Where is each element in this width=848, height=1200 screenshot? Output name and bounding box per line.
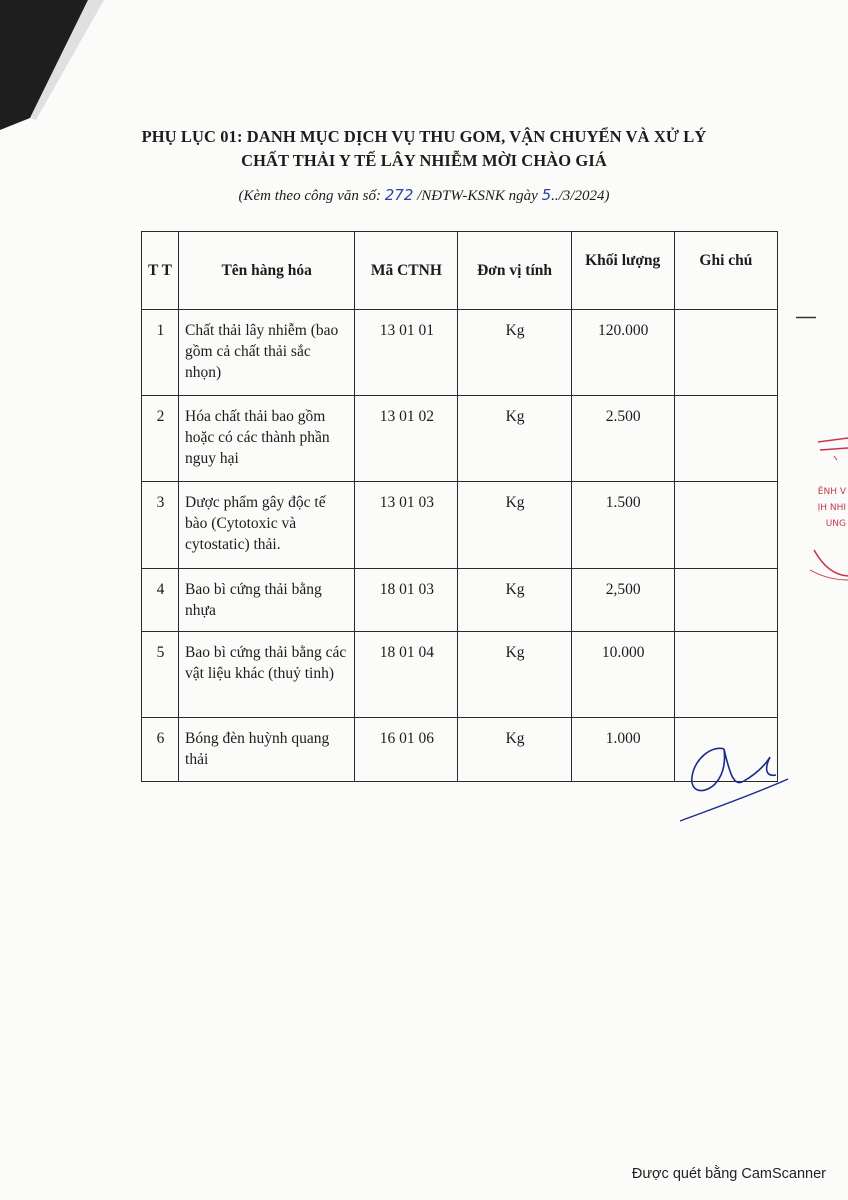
subtitle-suffix: ../3/2024) bbox=[551, 188, 610, 204]
subtitle-prefix: (Kèm theo công văn số: bbox=[238, 188, 385, 204]
cell-unit: Kg bbox=[458, 718, 571, 782]
cell-qty: 1.000 bbox=[571, 718, 674, 782]
table-row bbox=[142, 482, 778, 569]
cell-code: 18 01 03 bbox=[355, 569, 458, 632]
stamp-fragment-1: ÊNH V bbox=[817, 487, 846, 497]
page-subtitle bbox=[0, 186, 848, 205]
handwritten-signature bbox=[672, 735, 792, 830]
handwritten-doc-number: 272 bbox=[384, 186, 414, 204]
goods-table bbox=[141, 231, 778, 782]
cell-code: 13 01 03 bbox=[355, 482, 458, 569]
table-row bbox=[142, 310, 778, 396]
camscanner-watermark: Được quét bằng CamScanner bbox=[631, 1166, 826, 1182]
cell-unit: Kg bbox=[458, 396, 571, 482]
cell-unit: Kg bbox=[458, 569, 571, 632]
subtitle-middle: /NĐTW-KSNK ngày bbox=[413, 188, 542, 204]
header-code: Mã CTNH bbox=[355, 232, 458, 310]
title-line-1: PHỤ LỤC 01: DANH MỤC DỊCH VỤ THU GOM, VẬN CHUYỂN VÀ XỬ LÝ bbox=[141, 127, 707, 146]
cell-note bbox=[674, 632, 777, 718]
cell-note bbox=[674, 310, 777, 396]
scan-edge-shadow bbox=[0, 0, 110, 130]
table-header-row bbox=[142, 232, 778, 310]
cell-code: 13 01 02 bbox=[355, 396, 458, 482]
handwritten-day: 5 bbox=[541, 186, 552, 204]
cell-qty: 2,500 bbox=[571, 569, 674, 632]
cell-tt: 5 bbox=[142, 632, 179, 718]
header-name: Tên hàng hóa bbox=[179, 232, 355, 310]
cell-tt: 3 bbox=[142, 482, 179, 569]
cell-name: Dược phẩm gây độc tế bào (Cytotoxic và cytostatic) thải. bbox=[179, 482, 355, 569]
cell-qty: 120.000 bbox=[571, 310, 674, 396]
cell-name: Bao bì cứng thải bằng các vật liệu khác (thuỷ tinh) bbox=[179, 632, 355, 718]
cell-name: Bao bì cứng thải bằng nhựa bbox=[179, 569, 355, 632]
cell-code: 13 01 01 bbox=[355, 310, 458, 396]
cell-name: Hóa chất thải bao gồm hoặc có các thành phần nguy hại bbox=[179, 396, 355, 482]
cell-qty: 1.500 bbox=[571, 482, 674, 569]
cell-name: Chất thải lây nhiễm (bao gồm cả chất thải sắc nhọn) bbox=[179, 310, 355, 396]
table-row bbox=[142, 569, 778, 632]
page-title bbox=[0, 125, 848, 173]
cell-code: 18 01 04 bbox=[355, 632, 458, 718]
cell-tt: 4 bbox=[142, 569, 179, 632]
cell-note bbox=[674, 396, 777, 482]
header-qty: Khối lượng bbox=[571, 232, 674, 310]
cell-unit: Kg bbox=[458, 310, 571, 396]
header-unit: Đơn vị tính bbox=[458, 232, 571, 310]
header-note: Ghi chú bbox=[674, 232, 777, 310]
stamp-fragment-2: ỊH NHI bbox=[817, 503, 846, 513]
table-row bbox=[142, 396, 778, 482]
cell-note bbox=[674, 569, 777, 632]
cell-qty: 2.500 bbox=[571, 396, 674, 482]
cell-unit: Kg bbox=[458, 632, 571, 718]
table-row bbox=[142, 632, 778, 718]
cell-unit: Kg bbox=[458, 482, 571, 569]
margin-mark bbox=[796, 316, 816, 319]
cell-code: 16 01 06 bbox=[355, 718, 458, 782]
cell-tt: 6 bbox=[142, 718, 179, 782]
cell-tt: 2 bbox=[142, 396, 179, 482]
cell-qty: 10.000 bbox=[571, 632, 674, 718]
stamp-fragment-3: UNG bbox=[825, 519, 846, 529]
cell-note bbox=[674, 482, 777, 569]
title-line-2: CHẤT THẢI Y TẾ LÂY NHIỄM MỜI CHÀO GIÁ bbox=[241, 151, 607, 170]
cell-tt: 1 bbox=[142, 310, 179, 396]
cell-name: Bóng đèn huỳnh quang thải bbox=[179, 718, 355, 782]
header-tt: T T bbox=[142, 232, 179, 310]
